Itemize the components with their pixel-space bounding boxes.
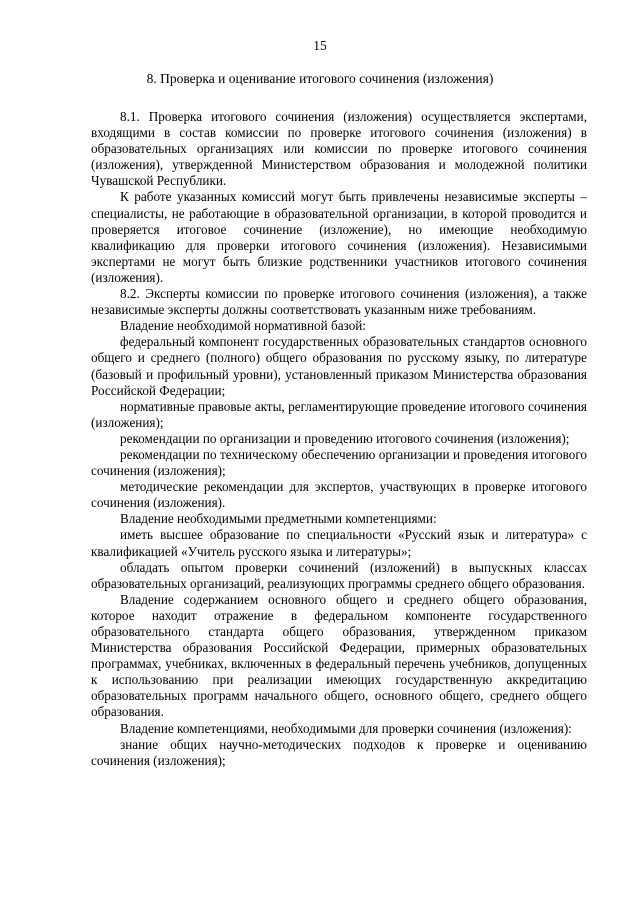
paragraph-normative-base-heading: Владение необходимой нормативной базой: [120,318,367,334]
paragraph-methodical-approaches: знание общих научно-методических подходов к проверке и оцениванию сочинения (изложения); [91,736,587,768]
page-number: 15 [313,38,327,53]
paragraph-subject-competencies-heading: Владение необходимыми предметными компетенциями: [120,511,437,527]
paragraph-8-2: 8.2. Эксперты комиссии по проверке итогового сочинения (изложения), а также независимые эксперты должны соответствовать указанным ниже требованиям. [91,286,587,318]
paragraph-technical-recommendations: рекомендации по техническому обеспечению организации и проведения итогового сочинения (изложения); [91,446,587,479]
paragraph-normative-acts: нормативные правовые акты, регламентирующие проведение итогового сочинения (изложения); [91,398,587,430]
section-title: 8. Проверка и оценивание итогового сочинения (изложения) [146,71,494,86]
paragraph-content-knowledge: Владение содержанием основного общего и среднего общего образования, которое находит отражение в федеральном компоненте государственного образовательного стандарта общего образования, утвержденном приказом Министерства образования Российской Федерации, примерных образовательных программах, учебниках, включенных в федеральный перечень учебников, допущенных к использованию при реализации имеющих государственную аккредитацию образовательных программ начального общего, основного общего, среднего общего образования. [91,591,587,720]
paragraph-checking-experience: обладать опытом проверки сочинений (изложений) в выпускных классах образовательных организаций, реализующих программы среднего общего образования. [91,559,587,591]
paragraph-methodical-recommendations: методические рекомендации для экспертов, участвующих в проверке итогового сочинения (изложения). [91,479,587,511]
document-body [91,109,587,769]
paragraph-federal-component: федеральный компонент государственных образовательных стандартов основного общего и среднего (полного) общего образования по русскому языку, по литературе (базовый и профильный уровни), установленный приказом Министерства образования Российской Федерации; [91,334,587,398]
paragraph-higher-education: иметь высшее образование по специальности «Русский язык и литература» с квалификацией «Учитель русского языка и литературы»; [91,527,587,559]
paragraph-checking-competencies: Владение компетенциями, необходимыми для проверки сочинения (изложения): [120,720,572,736]
paragraph-organization-recommendations: рекомендации по организации и проведению итогового сочинения (изложения); [120,430,570,446]
paragraph-8-1: 8.1. Проверка итогового сочинения (изложения) осуществляется экспертами, входящими в состав комиссии по проверке итогового сочинения (изложения) в образовательных организациях или комиссии по проверке итогового сочинения (изложения), утвержденной Министерством образования и молодежной политики Чувашской Республики. [91,109,587,189]
paragraph-independent-experts: К работе указанных комиссий могут быть привлечены независимые эксперты – специалисты, не работающие в образовательной организации, в которой проводится и проверяется итоговое сочинение (изложение), но имеющие необходимую квалификацию для проверки итогового сочинения (изложения). Независимыми экспертами не могут быть близкие родственники участников итогового сочинения (изложения). [91,189,587,285]
